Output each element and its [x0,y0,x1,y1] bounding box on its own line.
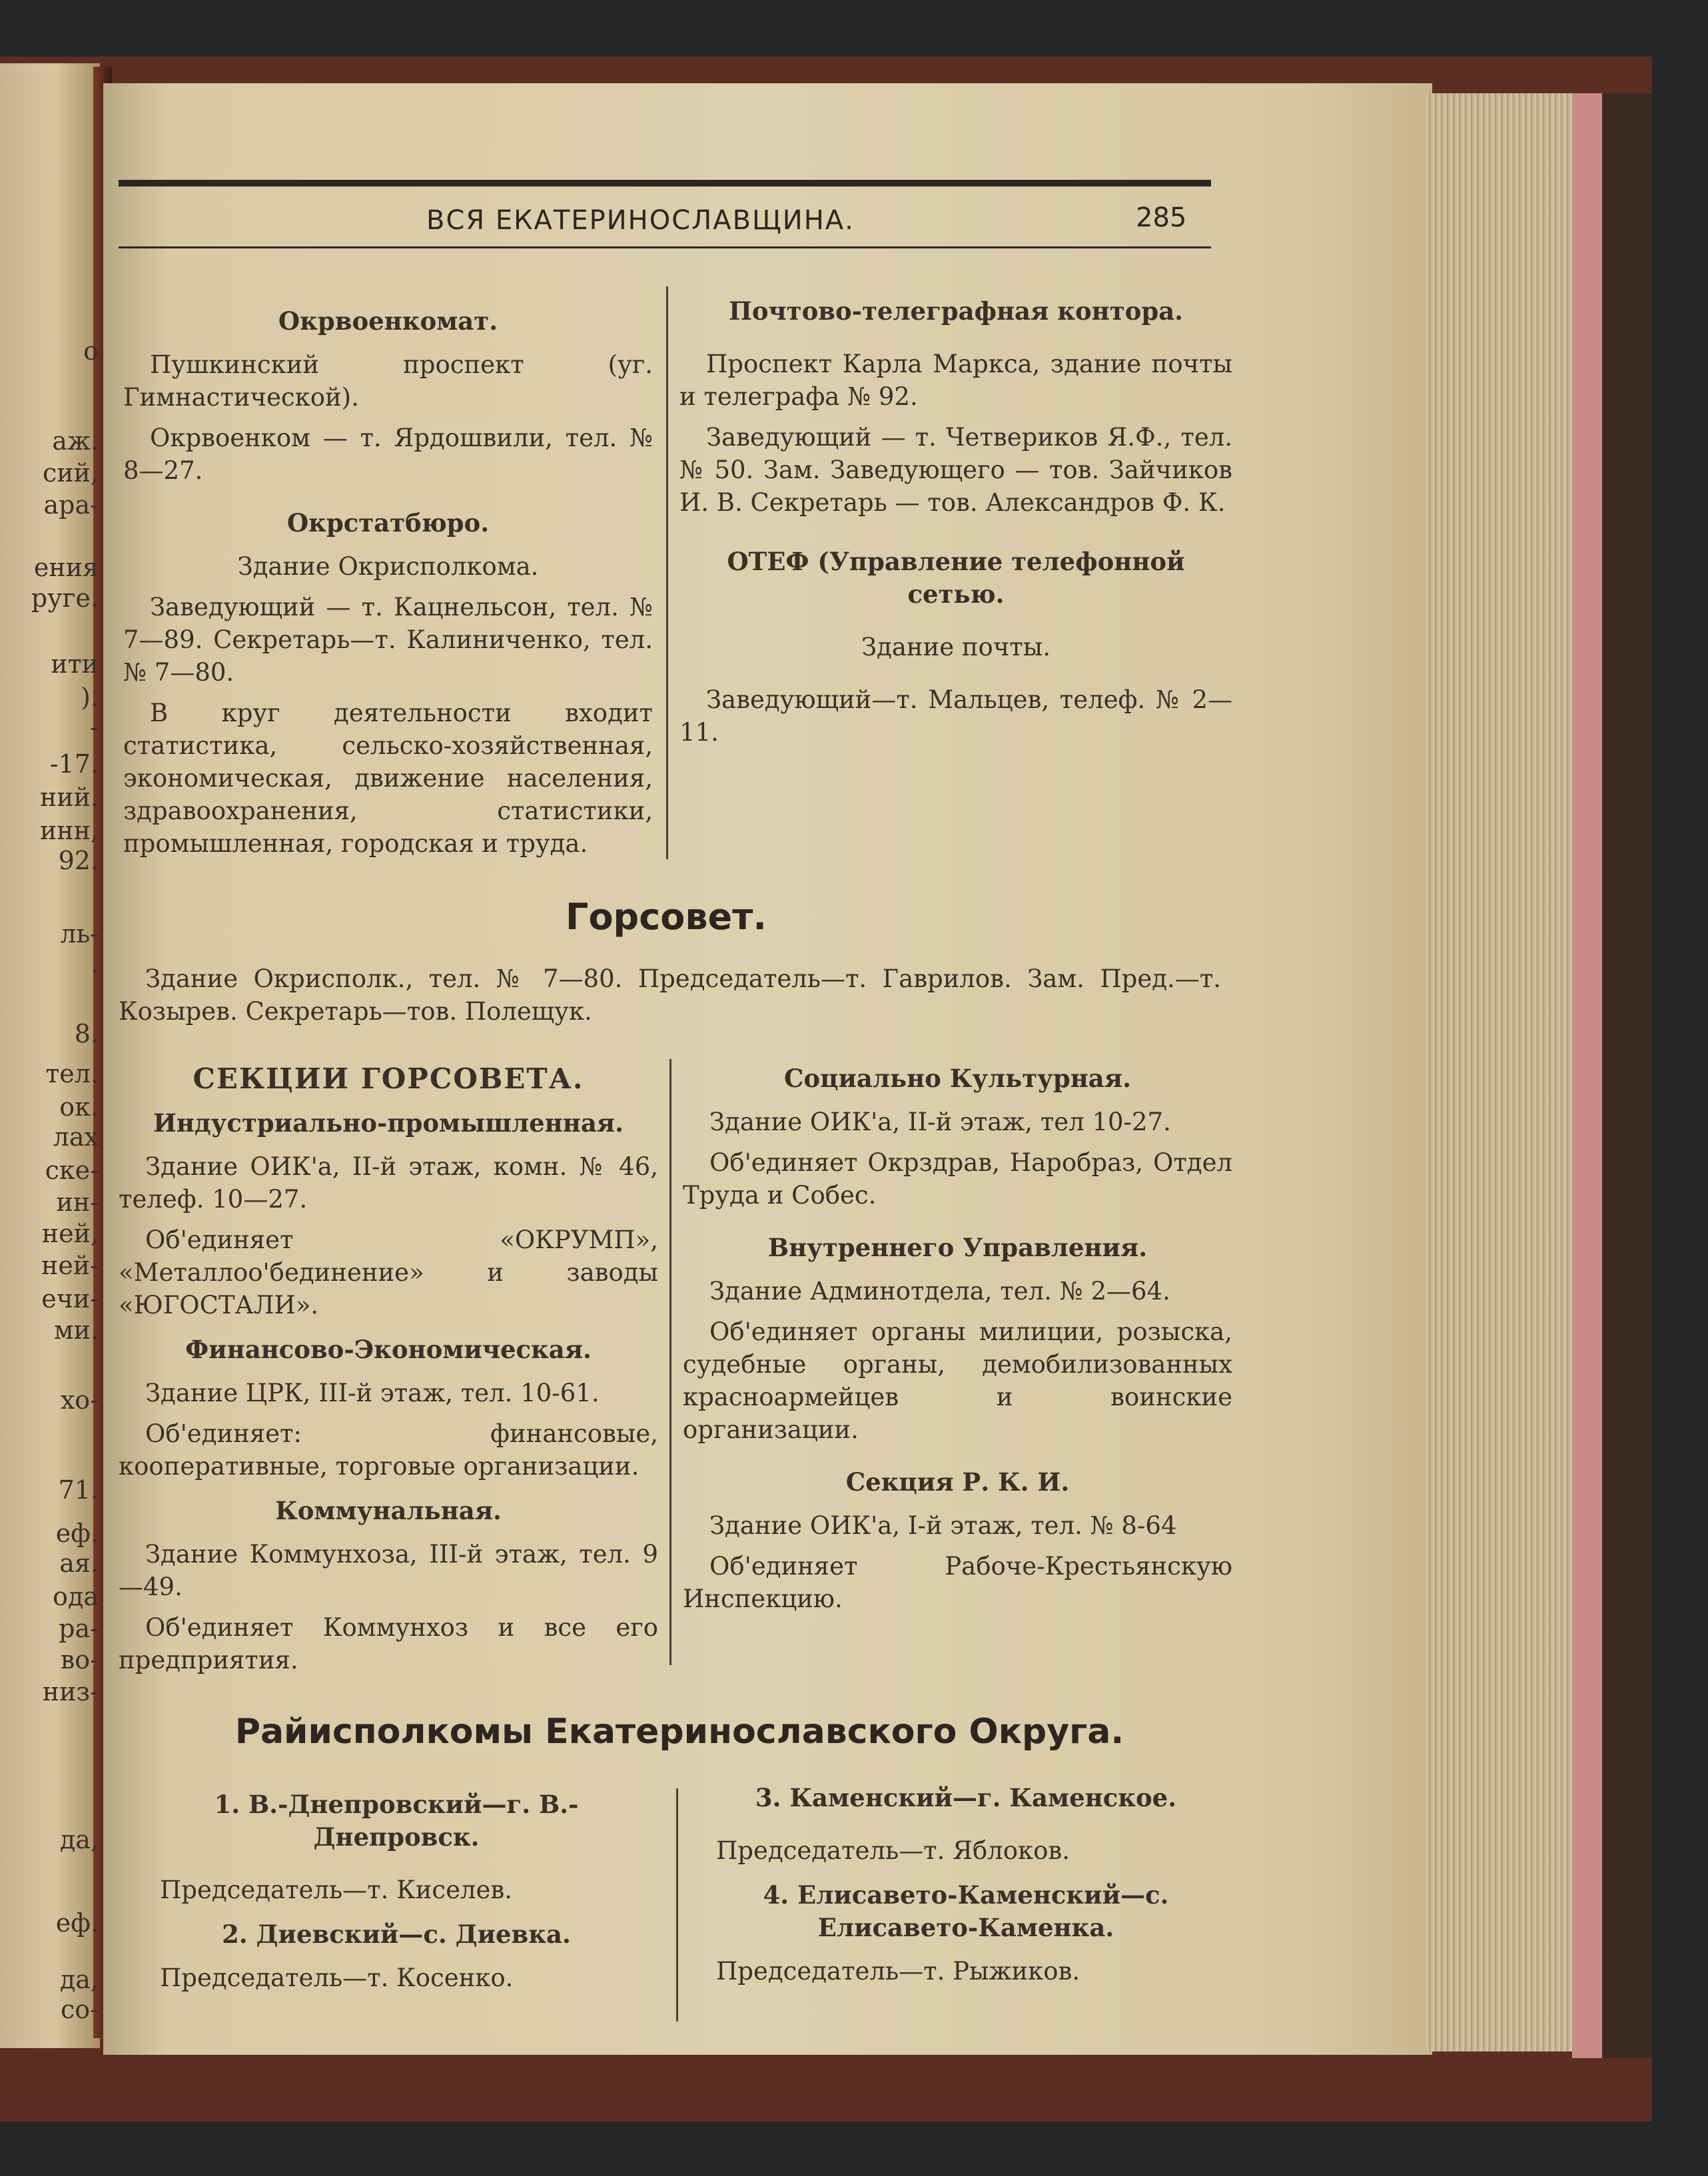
internal-title: Внутреннего Управления. [767,1233,1148,1262]
column-top-right [679,283,1232,757]
raion-1-chair: Председатель—т. Киселев. [160,1876,513,1904]
raion-1-name: 1. В.-Днепровский—г. В.-Днепровск. [214,1790,579,1852]
left-page-fragment: низ- [42,1677,99,1706]
industrial-address: Здание ОИК'а, II-й этаж, комн. № 46, телеф. 10—27. [119,1152,658,1214]
left-page-fragment: ая. [59,1549,99,1578]
okrstatburo-scope: В круг деятельности входит статистика, сельско-хозяйственная, экономическая, движение населения, здравоохранения, статистики, промышленная, городская и труда. [123,699,653,858]
left-page-fragment: ения [33,553,99,582]
red-page-edge [1572,93,1602,2058]
left-page-fragment: ). [81,683,99,712]
okrvoenkomat-title: Окрвоенкомат. [278,306,498,336]
header-rule-bottom [119,246,1211,248]
left-page-fragment: ок. [59,1092,99,1122]
rki-address: Здание ОИК'а, I-й этаж, тел. № 8-64 [709,1511,1177,1540]
gorsovet-text: Здание Окрисполк., тел. № 7—80. Председатель—т. Гаврилов. Зам. Пред.—т. Козырев. Секретарь—тов. Полещук. [119,964,1221,1026]
page-number: 285 [1136,202,1187,233]
raions-title: Райисполкомы Екатеринославского Округа. [234,1712,1124,1752]
communal-address: Здание Коммунхоза, III-й этаж, тел. 9—49. [119,1540,658,1601]
pochta-address: Проспект Карла Маркса, здание почты и телеграфа № 92. [679,350,1232,411]
raion-3-chair: Председатель—т. Яблоков. [716,1836,1070,1865]
page-block-edges [1426,93,1592,2051]
left-page-fragment: да, [59,1825,99,1854]
book-cover-edge [1602,93,1652,2058]
left-page-fragment: руге. [31,583,99,613]
left-page-fragment: ль- [60,919,99,948]
left-page-fragment: ний. [39,783,99,812]
left-page-fragment: ечи- [41,1284,99,1313]
column-divider-middle [669,1059,671,1665]
column-top-left [123,293,653,868]
sections-heading: СЕКЦИИ ГОРСОВЕТА. [193,1062,584,1095]
left-page-fragment: ода [53,1582,99,1611]
okrstatburo-building: Здание Окрисполкома. [237,552,539,581]
left-page-fragment: да, [59,1965,99,1994]
internal-members: Об'единяет органы милиции, розыска, судебные органы, демобилизованных красноармейцев и воинские организации. [683,1317,1232,1444]
okrvoenkomat-staff: Окрвоенком — т. Ярдошвили, тел. № 8—27. [123,424,653,485]
left-page-fragment: 92. [58,846,99,875]
left-page-fragment: -17. [49,749,99,779]
financial-address: Здание ЦРК, III-й этаж, тел. 10-61. [145,1379,600,1407]
raion-2-chair: Председатель—т. Косенко. [160,1964,514,1992]
internal-address: Здание Админотдела, тел. № 2—64. [709,1277,1170,1305]
left-page-fragment: 71. [58,1475,99,1505]
rki-title: Секция Р. К. И. [845,1467,1070,1497]
header-rule-top [119,180,1211,186]
column-divider-top [666,286,668,859]
left-page-fragment: аж. [52,426,99,456]
financial-title: Финансово-Экономическая. [185,1335,592,1364]
left-page-fragment: ара- [43,490,99,520]
left-page-fragment: ити [51,649,99,679]
column-divider-bottom [676,1788,678,2021]
left-page-fragment: ске- [45,1156,99,1185]
left-page-fragment: ин- [56,1188,99,1217]
raion-4-name: 4. Елисавето-Каменский—с. Елисавето-Каменка. [763,1880,1169,1942]
column-sections-right [683,1056,1232,1623]
communal-members: Об'единяет Коммунхоз и все его предприятия. [119,1613,658,1674]
left-page-fragment: ней- [41,1251,99,1280]
okrstatburo-staff: Заведующий — т. Кацнельсон, тел. № 7—89. Секретарь—т. Калиниченко, тел. № 7—80. [123,593,653,687]
social-title: Социально Культурная. [783,1064,1132,1093]
left-page-fragment: еф. [55,1908,99,1938]
left-page-fragment: со- [61,1995,99,2024]
otef-building: Здание почты. [861,633,1051,661]
left-page-fragment: лах [53,1122,99,1152]
industrial-title: Индустриально-промышленная. [153,1108,624,1138]
social-address: Здание ОИК'а, II-й этаж, тел 10-27. [709,1108,1171,1136]
running-head [107,200,1212,246]
otef-staff: Заведующий—т. Мальцев, телеф. № 2—11. [679,685,1232,747]
left-page-fragment: . [90,949,99,978]
left-page-fragment: о [83,336,99,366]
left-page-fragment: - [90,713,99,742]
left-page-fragment: сий, [42,458,99,488]
running-head-title: ВСЯ ЕКАТЕРИНОСЛАВЩИНА. [426,205,855,236]
gorsovet-block [119,962,1221,1028]
rki-members: Об'единяет Рабоче-Крестьянскую Инспекцию. [683,1552,1232,1613]
column-sections-left [119,1056,658,1684]
left-page-fragment: тел. [45,1059,99,1088]
pochta-title: Почтово-телеграфная контора. [728,296,1184,326]
left-page-fragment: инн, [39,816,99,845]
communal-title: Коммунальная. [275,1496,502,1525]
left-page-fragment: хо- [60,1385,99,1415]
left-page-fragment: еф. [55,1519,99,1548]
okrstatburo-title: Окрстатбюро. [286,508,490,538]
left-page-fragment: ми. [54,1315,99,1345]
social-members: Об'единяет Окрздрав, Наробраз, Отдел Труда и Собес. [683,1148,1232,1210]
column-raions-right [689,1782,1242,1995]
left-page-fragment: во- [60,1645,99,1674]
raion-2-name: 2. Диевский—с. Диевка. [222,1920,571,1949]
left-page-fragment: ней, [41,1219,99,1248]
left-page-fragment: ра- [59,1614,99,1643]
raion-4-chair: Председатель—т. Рыжиков. [716,1957,1080,1986]
raion-3-name: 3. Каменский—г. Каменское. [755,1783,1177,1812]
otef-title: ОТЕФ (Управление телефонной сетью. [727,547,1185,609]
left-page-fragment: 8. [74,1019,99,1048]
pochta-staff: Заведующий — т. Четвериков Я.Ф., тел. № 50. Зам. Заведующего — тов. Зайчиков И. В. Секретарь — тов. Александров Ф. К. [679,423,1232,517]
industrial-members: Об'единяет «ОКРУМП», «Металлоо'бединение» и заводы «ЮГОСТАЛИ». [119,1226,658,1319]
financial-members: Об'единяет: финансовые, кооперативные, торговые организации. [119,1419,658,1481]
column-raions-left [133,1788,659,2002]
gorsovet-title: Горсовет. [566,896,767,938]
okrvoenkomat-address: Пушкинский проспект (уг. Гимнастической). [123,350,653,412]
